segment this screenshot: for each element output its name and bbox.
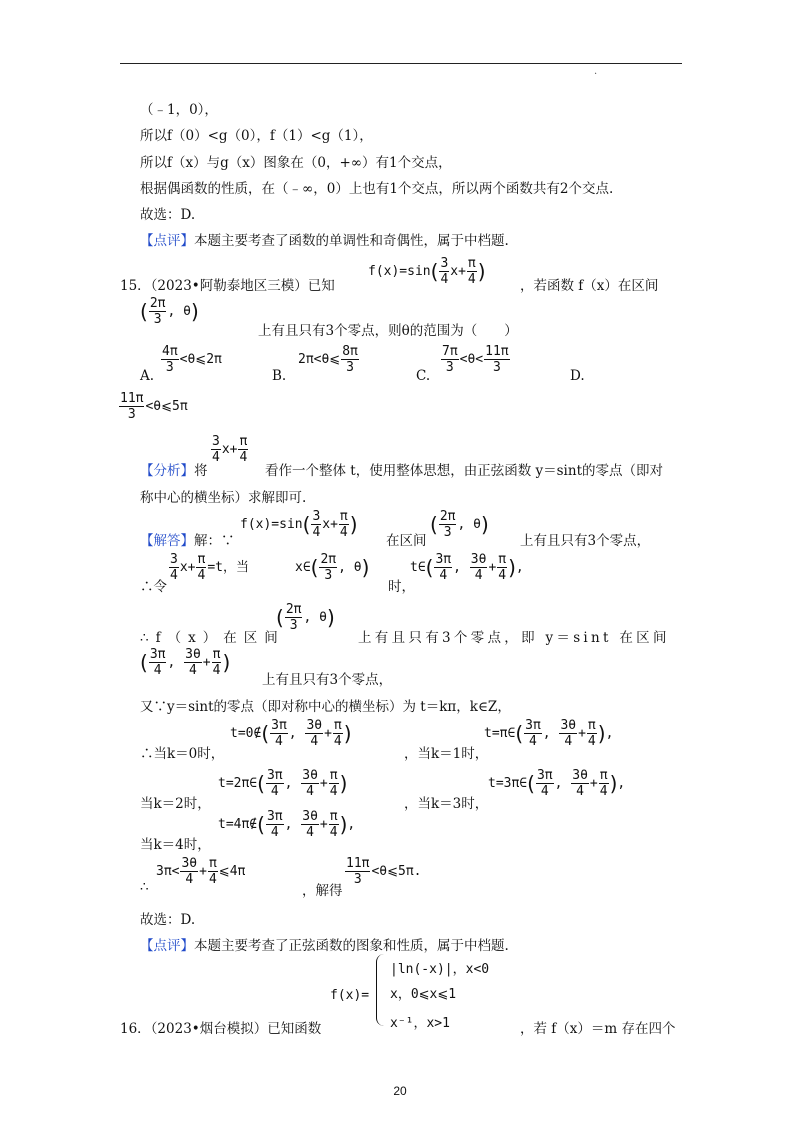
piecewise-brace	[376, 954, 385, 1026]
formula: ( $\frac{2\pi}{3}$ , θ)	[276, 602, 335, 633]
analysis-line: 【分析】将	[140, 463, 208, 479]
formula: x⁻¹，x>1	[390, 1016, 450, 1031]
page-number: 20	[393, 1084, 407, 1098]
formula: $\frac{11\pi}{3}$ <θ⩽5π.	[346, 856, 422, 887]
question-15-stem: 15．（2023•阿勒泰地区三模）已知	[120, 278, 335, 294]
formula: ( $\frac{2\pi}{3}$ , θ)	[140, 296, 199, 327]
review-tag: 【点评】	[140, 233, 194, 249]
formula: t=3π∈( $\frac{3\pi}{4}$ , $\frac{3\theta}{4}$ + $\frac{\pi}{4}$ ),	[488, 768, 626, 799]
text-line: ，若 f（x）＝m 存在四个	[520, 1021, 676, 1037]
text-line: 上有且只有3个零点，即 y＝sint 在区间	[358, 630, 670, 646]
option-b-label: B.	[272, 368, 287, 384]
review-line: 【点评】本题主要考查了函数的单调性和奇偶性，属于中档题.	[140, 233, 509, 249]
text-line: 故选：D.	[140, 912, 196, 928]
text-line: 所以f（0）<g（0），f（1）<g（1），	[140, 128, 373, 144]
text-line: 上有且只有3个零点，	[262, 672, 393, 688]
formula: f(x)=sin( $\frac{3}{4}$ x+ $\frac{\pi}{4}$ )	[368, 256, 486, 287]
analysis-tag: 【分析】	[140, 463, 194, 479]
formula: x，0⩽x⩽1	[390, 987, 457, 1002]
answer-tag: 【解答】	[140, 533, 194, 549]
question-16-stem: 16．（2023•烟台模拟）已知函数	[120, 1021, 322, 1037]
formula: x∈( $\frac{2\pi}{3}$ , θ)	[295, 552, 370, 583]
option-c: $\frac{7\pi}{3}$ <θ< $\frac{11\pi}{3}$	[442, 344, 509, 375]
formula: $\frac{3}{4}$ x+ $\frac{\pi}{4}$ =t，当	[170, 552, 249, 583]
option-c-label: C.	[416, 368, 431, 384]
option-d-label: D.	[570, 368, 585, 384]
review-line: 【点评】本题主要考查了正弦函数的图象和性质，属于中档题.	[140, 938, 509, 954]
formula: $\frac{3}{4}$ x+ $\frac{\pi}{4}$	[212, 434, 248, 465]
formula: t=2π∈( $\frac{3\pi}{4}$ , $\frac{3\theta}{4}$ + $\frac{\pi}{4}$ )	[218, 768, 348, 799]
formula: ( $\frac{2\pi}{3}$ , θ)	[430, 509, 489, 540]
formula: t=π∈( $\frac{3\pi}{4}$ , $\frac{3\theta}{4}$ + $\frac{\pi}{4}$ ),	[484, 718, 614, 749]
formula: f(x)=	[330, 988, 370, 1003]
text-line: 看作一个整体 t，使用整体思想，由正弦函数 y＝sint的零点（即对	[265, 463, 663, 479]
formula: t=0∉( $\frac{3\pi}{4}$ , $\frac{3\theta}{4}$ + $\frac{\pi}{4}$ )	[230, 718, 352, 749]
text-line: ，当k＝3时，	[404, 796, 489, 812]
text-line: 所以f（x）与g（x）图象在（0，+∞）有1个交点，	[140, 155, 452, 171]
review-tag: 【点评】	[140, 938, 194, 954]
formula: f(x)=sin( $\frac{3}{4}$ x+ $\frac{\pi}{4}$ )	[240, 509, 358, 540]
text-line: ，解得	[302, 883, 343, 899]
text-line: 故选：D.	[140, 207, 196, 223]
header-marker: .	[594, 66, 598, 77]
text-line: （﹣1，0），	[140, 102, 218, 118]
text-line: ∴	[140, 879, 149, 895]
option-a-label: A.	[140, 368, 155, 384]
text-line: ，当k＝1时，	[404, 746, 489, 762]
text-line: ∴当k＝0时，	[140, 746, 225, 762]
text-line: 根据偶函数的性质，在（﹣∞，0）上也有1个交点，所以两个函数共有2个交点.	[140, 181, 614, 197]
answer-line: 【解答】解：∵	[140, 533, 235, 549]
text-line: ∴f（x）在区间	[140, 630, 285, 646]
text-line: ，若函数 f（x）在区间	[520, 278, 659, 294]
text-line: 又∵y＝sint的零点（即对称中心的横坐标）为 t＝kπ，k∈Z，	[140, 699, 511, 715]
option-b: 2π<θ⩽ $\frac{8\pi}{3}$	[298, 344, 358, 375]
text-line: 在区间	[386, 533, 427, 549]
formula: t∈( $\frac{3\pi}{4}$ , $\frac{3\theta}{4}$ + $\frac{\pi}{4}$ ),	[410, 552, 524, 583]
formula: |ln(-x)|，x<0	[390, 962, 490, 977]
formula: 3π< $\frac{3\theta}{4}$ + $\frac{\pi}{4}$ ⩽4π	[156, 856, 246, 887]
text-line: 上有且只有3个零点，则θ的范围为（ ）	[258, 323, 518, 339]
text-line: 当k＝2时，	[140, 796, 211, 812]
option-a: $\frac{4\pi}{3}$ <θ⩽2π	[162, 344, 222, 375]
text-line: ∴令	[140, 579, 167, 595]
text-line: 上有且只有3个零点，	[520, 533, 651, 549]
option-d: $\frac{11\pi}{3}$ <θ⩽5π	[120, 391, 188, 422]
formula: ( $\frac{3\pi}{4}$ , $\frac{3\theta}{4}$ + $\frac{\pi}{4}$ )	[140, 647, 231, 678]
text-line: 时，	[388, 579, 415, 595]
formula: t=4π∉( $\frac{3\pi}{4}$ , $\frac{3\theta}{4}$ + $\frac{\pi}{4}$ ),	[218, 809, 356, 840]
text-line: 称中心的横坐标）求解即可.	[140, 490, 307, 506]
text-line: 当k＝4时，	[140, 837, 211, 853]
header-rule	[120, 63, 682, 64]
